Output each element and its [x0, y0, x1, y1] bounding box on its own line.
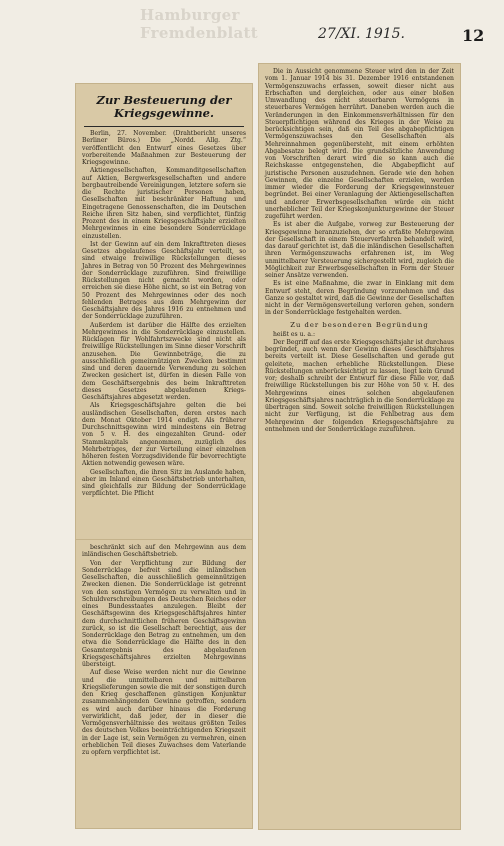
paragraph: Aktiengesellschaften, Kommanditgesellschaften auf Aktien, Bergwerksgesellschaften und andere bergbautreibende Vereinigungen, letztere sofern sie die Rechte juristischer Personen haben, Gesellschaften mit beschränkter Haftung und Eingetragene Genossenschaften, die im Deutschen Reiche ihren Sitz haben, sind verpflichtet, fünfzig Prozent des in einem Kriegsgeschäftsjahr erzielten Mehrgewinnes in eine besondere Sonderrücklage einzustellen.	[82, 167, 246, 240]
paragraph: heißt es u. a.:	[273, 330, 316, 338]
paragraph: Außerdem ist darüber die Hälfte des erzielten Mehrgewinnes in die Sonderrücklage einzustellen. Rücklagen für Wohlfahrtszwecke sind nicht als freiwillige Rückstellungen im Sinne dieser Vorschrift anzusehen. Die Gewinnbeträge, die zu ausschließlich gemeinnützigen Zwecken bestimmt sind und deren dauernde Verwendung zu solchen Zwecken gesichert ist, dürfen in diesen Falle von dem Geschäftsergebnis des beim Inkrafttreten dieses Gesetzes abgelaufenen Kriegs-Geschäftsjahres abgesetzt werden.	[82, 321, 246, 401]
article-headline: Zur Besteuerung der Kriegsgewinne.	[96, 93, 232, 120]
divider	[84, 126, 244, 127]
paragraph: Von der Verpflichtung zur Bildung der Sonderrücklage befreit sind die inländischen Gesellschaften, die ausschließlich gemeinnützigen Zwecken dienen. Die Sonderrücklage ist getrennt von den sonstigen Vermögen zu verwalten und in Schuldverschreibungen des Deutschen Reiches oder eines Bundesstaates anzulegen. Bleibt der Geschäftsgewinn des Kriegsgeschäftsjahres hinter dem durchschnittlichen früheren Geschäftsgewinn zurück, so ist die Gesellschaft berechtigt, aus der Sonderrücklage den Betrag zu entnehmen, um den etwa die Sonderrücklage die Hälfte des in den Gesamtergebnis des abgelaufenen Kriegsgeschäftsjahres erzielten Mehrgewinns übersteigt.	[82, 559, 246, 668]
clipping-column-2	[259, 64, 460, 829]
clipping-column-1-bottom	[76, 540, 252, 828]
article-body-col2-top	[265, 68, 454, 317]
paragraph: Ist der Gewinn auf ein dem Inkrafttreten dieses Gesetzes abgelaufenes Geschäftsjahr verteilt, so sind etwaige freiwillige Rückstellungen dieses Jahres in Betrag von 50 Prozent des Mehrgewinnes der Sonderrücklage zuzuführen. Sind freiwillige Rückstellungen nicht gemacht worden, oder erreichen sie diese Höhe nicht, so ist ein Betrag von 50 Prozent des Mehrgewinnes oder des noch fehlenden Betrages aus dem Mehrgewinn der Geschäftsjahre des Jahres 1916 zu entnehmen und der Sonderrücklage zuzuführen.	[82, 240, 246, 321]
article-body-col2-bottom	[265, 331, 454, 434]
paragraph: Auf diese Weise werden nicht nur die Gewinne und die unmittelbaren und mittelbaren Kriegslieferungen sowie die mit der sonstigen durch den Krieg geschaffenen günstigen Konjunktur zusammenhängenden Gewinne getroffen, sondern es wird auch darüber hinaus die Forderung verwirklicht, daß jeder, der in dieser die Vermögensverhältnisse des weitaus größten Teiles des deutschen Volkes beeinträchtigenden Kriegszeit in der Lage ist, sein Vermögen zu vermehren, einen erheblichen Teil dieses Zuwachses dem Vaterlande zu opfern verpflichtet ist.	[82, 669, 246, 756]
paragraph: Berlin, 27. November. (Drahtbericht unseres Berliner Büros.) Die „Nordd. Allg. Ztg.“ veröffentlicht den Entwurf eines Gesetzes über vorbereitende Maßnahmen zur Besteuerung der Kriegsgewinne.	[82, 130, 246, 166]
masthead: Hamburger Fremdenblatt	[140, 6, 259, 42]
paragraph: Als Kriegsgeschäftsjahre gelten die bei ausländischen Gesellschaften, deren erstes nach dem Monat Oktober 1914 endigt. Als früherer Durchschnittsgewinn wird mindestens ein Betrag von 5 v. H. des eingezahlten Grund- oder Stammkapitals angenommen, zuzüglich des Mehrbetrages, der zur Verteilung einer einzelnen höheren festen Vorzugsdividende für bevorrechtigte Aktien notwendig gewesen wäre.	[82, 402, 246, 468]
paragraph: Die in Aussicht genommene Steuer wird den in der Zeit vom 1. Januar 1914 bis 31. Dezember 1916 entstandenen Vermögenszuwachs erfassen, soweit dieser nicht aus Erbschaften und dergleichen, oder aus einer bloßen Umwandlung des nicht steuerbaren Vermögens in steuerbares Vermögen herrührt. Daneben werden auch die Veränderungen in den Einkommensverhältnissen für den Steuerpflichtigen während des Krieges in der Weise zu berücksichtigen sein, daß ein Teil des abgabepflichtigen Vermögenszuwachses den Gesellschaften als Mehreinnahmen gegenübersteht, mit einem erhöhten Abgabesatze belegt wird. Die grundsätzliche Anwendung von Vorschriften derart wird die so kann auch die Reichskasse entgegenstehen, die Abgabepflicht auf juristische Personen auszudehnen. Gerade wie den hohen Gewinnen, die einzelne Gesellschaften erzielen, werden immer wieder die Forderung der Kriegsgewinnsteuer begründet. Bei einer Veranlagung der Aktiengesellschaften und anderer Erwerbsgesellschaften würde ein nicht unerheblicher Teil der Kriegskonjunkturgewinne der Steuer zugeführt werden.	[265, 68, 454, 220]
clipping-column-1-top	[76, 84, 252, 539]
article-body-col1-top	[82, 130, 246, 498]
paragraph: Es ist aber die Aufgabe, vorweg zur Besteuerung der Kriegsgewinne heranzuziehen, der so erfaßte Mehrgewinn der Gesellschaft in einem Steuerverfahren behandelt wird, das darauf gerichtet ist, daß die inländischen Gesellschaften ihren Vermögenszuwachs erfahrenen ist, im Weg unmittelbarer Versteuerung sichergestellt wird, zugleich die Möglichkeit zur Erwerbsgesellschaften in Form der Steuer seiner Ansätze verwenden.	[265, 221, 454, 279]
paragraph: Der Begriff auf das erste Kriegsgeschäftsjahr ist durchaus begründet, auch wenn der Gewinn dieses Geschäftsjahres bereits verteilt ist. Diese Gesellschaften und gerade gut geleitete, machen erhebliche Rückstellungen. Diese Rückstellungen unberücksichtigt zu lassen, liegt kein Grund vor; deshalb schreibt der Entwurf für diese Fälle vor, daß freiwillige Rückstellungen bis zur Höhe von 50 v. H. des Mehrgewinns eines solchen abgelaufenen Kriegsgeschäftsjahres nachträglich in die Sonderrücklage zu übertragen sind. Soweit solche freiwilligen Rückstellungen nicht zur Verfügung, ist die Fehlbetrag aus dem Mehrgewinn der folgenden Kriegsgeschäftsjahre zu entnehmen und der Sonderrücklage zuzuführen.	[265, 338, 454, 433]
article-body-col1-bottom	[82, 544, 246, 756]
paragraph: Gesellschaften, die ihren Sitz im Auslande haben, aber im Inland einen Geschäftsbetrieb unterhalten, sind gleichfalls zur Bildung der Sonderrücklage verpflichtet. Die Pflicht	[82, 468, 246, 498]
section-subheading: Zu der besonderen Begründung	[290, 320, 429, 329]
handwritten-date: 27/XI. 1915.	[318, 26, 406, 42]
page-number: 12	[462, 26, 485, 45]
paragraph: Es ist eine Maßnahme, die zwar in Einklang mit dem Entwurf steht, deren Begründung vorzunehmen und das Ganze so gestaltet wird, daß die Gewinne der Gesellschaften nicht in der Vermögensverteilung verloren gehen, sondern in der Sonderrücklage festgehalten werden.	[265, 280, 454, 317]
paragraph: beschränkt sich auf den Mehrgewinn aus dem inländischen Geschäftsbetrieb.	[82, 544, 246, 559]
